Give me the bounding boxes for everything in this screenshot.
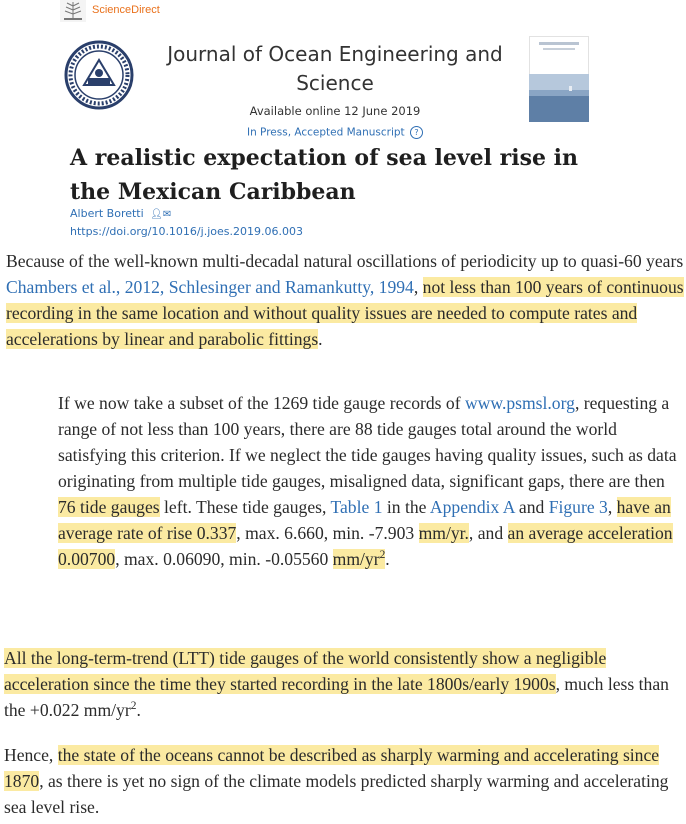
journal-cover-icon[interactable] (529, 36, 589, 122)
highlight-100-years: not less than 100 years of continuous recording in the same location and without quality issues are needed to compute rates and accelerations by linear and parabolic fittings (6, 277, 684, 349)
doi-link[interactable]: https://doi.org/10.1016/j.joes.2019.06.003 (70, 225, 303, 238)
p2-text-10: . (385, 549, 390, 569)
university-seal-icon (64, 40, 134, 110)
p1-text-2: , (413, 277, 423, 297)
p2-text-9: , max. 0.06090, min. -0.05560 (115, 549, 333, 569)
p2-text-1: If we now take a subset of the 1269 tide gauge records of (58, 393, 465, 413)
elsevier-logo-icon[interactable] (60, 0, 86, 22)
p2-text-8: , and (468, 523, 508, 543)
p3-superscript: 2 (130, 700, 137, 713)
p3-text-1: , much less than the +0.022 mm/yr (4, 674, 669, 720)
paragraph-tide-gauges (58, 390, 678, 572)
mm-yr-unit: mm/yr (332, 549, 380, 569)
p2-text-6: , (607, 497, 617, 517)
p1-text-3: . (318, 329, 323, 349)
p2-text-4: in the (382, 497, 430, 517)
p3-text-2: . (136, 700, 141, 720)
envelope-icon[interactable]: ✉︎ (162, 209, 172, 220)
available-online-date: Available online 12 June 2019 (249, 104, 421, 118)
highlight-mm-yr2 (333, 549, 386, 569)
p4-text-1: Hence, (4, 745, 58, 765)
author-name[interactable]: Albert Boretti (70, 207, 144, 220)
paragraph-multidecadal (6, 248, 686, 352)
author-line[interactable] (70, 207, 171, 220)
highlight-ltt-gauges: All the long-term-trend (LTT) tide gauges of the world consistently show a negligible acceleration since the time they started recording in the late 1800s/early 1900s (4, 648, 607, 694)
highlight-76-gauges: 76 tide gauges (58, 497, 160, 517)
reference-separator: , (159, 277, 169, 297)
paragraph-conclusion (4, 742, 684, 820)
squared-superscript: 2 (379, 549, 386, 562)
journal-title[interactable]: Journal of Ocean Engineering and Science (167, 42, 503, 95)
in-press-label[interactable]: In Press, Accepted Manuscript (246, 126, 405, 139)
highlight-average-rate: have an average rate of rise 0.337 (58, 497, 671, 543)
publisher-link[interactable]: ScienceDirect (92, 4, 160, 16)
p2-text-3: left. These tide gauges, (159, 497, 331, 517)
p1-text-1: Because of the well-known multi-decadal natural oscillations of periodicity up to quasi-60 years (6, 251, 684, 271)
p2-text-2: , requesting a range of not less than 100 years, there are 88 tide gauges total around the world satisfying this criterion. If we neglect the tide gauges having quality issues, such as data originating from multiple tide gauges, misaligned data, significant gaps, there are then (58, 393, 677, 491)
p4-text-2: , as there is yet no sign of the climate models predicted sharply warming and accelerating sea level rise. (4, 771, 669, 817)
in-press-status[interactable] (150, 126, 520, 139)
table-1-link[interactable]: Table 1 (330, 497, 383, 517)
reference-link-schlesinger[interactable]: Schlesinger and Ramankutty, 1994 (168, 277, 414, 297)
highlight-mm-yr: mm/yr. (418, 523, 469, 543)
article-title: A realistic expectation of sea level rise in the Mexican Caribbean (70, 145, 578, 205)
question-mark-icon[interactable]: ? (410, 126, 423, 139)
figure-3-link[interactable]: Figure 3 (548, 497, 608, 517)
appendix-a-link[interactable]: Appendix A (429, 497, 515, 517)
person-icon[interactable]: 👤︎ (150, 209, 163, 220)
p2-text-5: and (514, 497, 549, 517)
highlight-state-of-oceans: the state of the oceans cannot be described as sharply warming and accelerating since 1870 (4, 745, 660, 791)
psmsl-link[interactable]: www.psmsl.org (464, 393, 575, 413)
author-icons[interactable] (150, 209, 171, 220)
reference-link-chambers[interactable]: Chambers et al., 2012 (6, 277, 160, 297)
highlight-average-acceleration: an average acceleration 0.00700 (58, 523, 673, 569)
p2-text-7: , max. 6.660, min. -7.903 (236, 523, 419, 543)
paragraph-ltt-gauges (4, 645, 684, 723)
